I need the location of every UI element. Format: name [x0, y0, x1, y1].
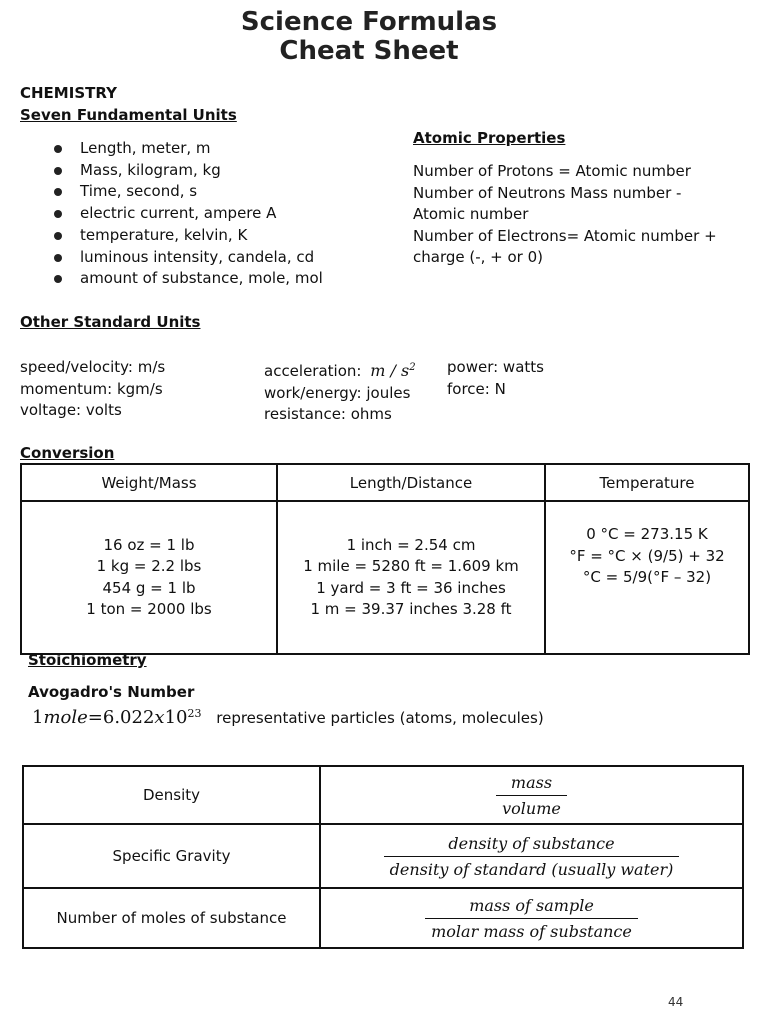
list-item: Length, meter, m: [20, 138, 400, 160]
chemistry-heading: CHEMISTRY: [20, 84, 117, 102]
table-row: [23, 766, 743, 824]
length-cell: 1 inch = 2.54 cm 1 mile = 5280 ft = 1.609 km 1 yard = 3 ft = 36 inches 1 m = 39.37 inches 3.28 ft: [277, 501, 545, 654]
bullet-icon: [54, 167, 62, 175]
weight-cell: 16 oz = 1 lb 1 kg = 2.2 lbs 454 g = 1 lb 1 ton = 2000 lbs: [21, 501, 277, 654]
bullet-icon: [54, 145, 62, 153]
table-header-row: [21, 464, 749, 501]
formula-label: Number of moles of substance: [23, 888, 320, 948]
formula-cell: [320, 766, 743, 824]
standard-units-col-3: [447, 357, 544, 400]
atomic-line: Number of Neutrons Mass number -: [413, 183, 682, 202]
atomic-line: Atomic number: [413, 205, 529, 223]
atomic-line: Number of Protons = Atomic number: [413, 162, 691, 180]
column-header: Weight/Mass: [21, 464, 277, 501]
unit-acceleration: acceleration: m / $s^2$: [264, 361, 416, 380]
atomic-line: Number of Electrons= Atomic number +: [413, 226, 717, 245]
table-row: [23, 888, 743, 948]
bullet-icon: [54, 275, 62, 283]
atomic-line: charge (-, + or 0): [413, 248, 544, 266]
standard-units-col-2: [264, 357, 416, 426]
bullet-icon: [54, 188, 62, 196]
column-header: Length/Distance: [277, 464, 545, 501]
atomic-properties-heading: Atomic Properties: [413, 129, 566, 147]
standard-units-col-1: [20, 357, 165, 422]
avogadro-heading: Avogadro's Number: [28, 683, 195, 701]
bullet-icon: [54, 232, 62, 240]
title-line-2: Cheat Sheet: [279, 36, 459, 66]
formula-table: [22, 765, 744, 949]
moles-fraction: $\frac{\text{mass of sample}}{\text{molar mass of substance}}$: [425, 896, 638, 941]
table-row: [21, 501, 749, 654]
fundamental-units-list: [20, 138, 400, 290]
unit-power: power: watts: [447, 358, 544, 376]
table-row: [23, 824, 743, 888]
unit-force: force: N: [447, 379, 506, 398]
list-item: electric current, ampere A: [20, 203, 400, 225]
temperature-cell: 0 °C = 273.15 K °F = °C × (9/5) + 32 °C = 5/9(°F – 32): [545, 501, 749, 654]
fundamental-units-heading: Seven Fundamental Units: [20, 106, 237, 124]
formula-label: Specific Gravity: [23, 824, 320, 888]
list-item: amount of substance, mole, mol: [20, 268, 400, 290]
column-header: Temperature: [545, 464, 749, 501]
page-title: [0, 8, 738, 66]
formula-cell: [320, 824, 743, 888]
unit-voltage: voltage: volts: [20, 401, 122, 419]
avogadro-formula: $1mole=6.022x10^{23}$ representative particles (atoms, molecules): [32, 707, 544, 728]
title-line-1: Science Formulas: [240, 7, 498, 37]
conversion-table: [20, 463, 750, 655]
bullet-icon: [54, 210, 62, 218]
list-item: temperature, kelvin, K: [20, 225, 400, 247]
standard-units-heading: Other Standard Units: [20, 313, 201, 331]
conversion-heading: Conversion: [20, 444, 115, 462]
list-item: Time, second, s: [20, 181, 400, 203]
specific-gravity-fraction: $\frac{\text{density of substance}}{\text{density of standard (usually water)}}$: [384, 834, 680, 879]
density-fraction: $\frac{\text{mass}}{\text{volume}}$: [496, 773, 567, 818]
formula-cell: [320, 888, 743, 948]
unit-speed: speed/velocity: m/s: [20, 358, 166, 376]
stoichiometry-heading: Stoichiometry: [28, 651, 147, 669]
bullet-icon: [54, 254, 62, 262]
unit-momentum: momentum: kgm/s: [20, 379, 163, 398]
unit-work-energy: work/energy: joules: [264, 383, 411, 402]
list-item: Mass, kilogram, kg: [20, 160, 400, 182]
atomic-properties-text: [413, 161, 753, 269]
page-number: 44: [668, 995, 684, 1009]
list-item: luminous intensity, candela, cd: [20, 247, 400, 269]
unit-resistance: resistance: ohms: [264, 405, 392, 423]
formula-label: Density: [23, 766, 320, 824]
